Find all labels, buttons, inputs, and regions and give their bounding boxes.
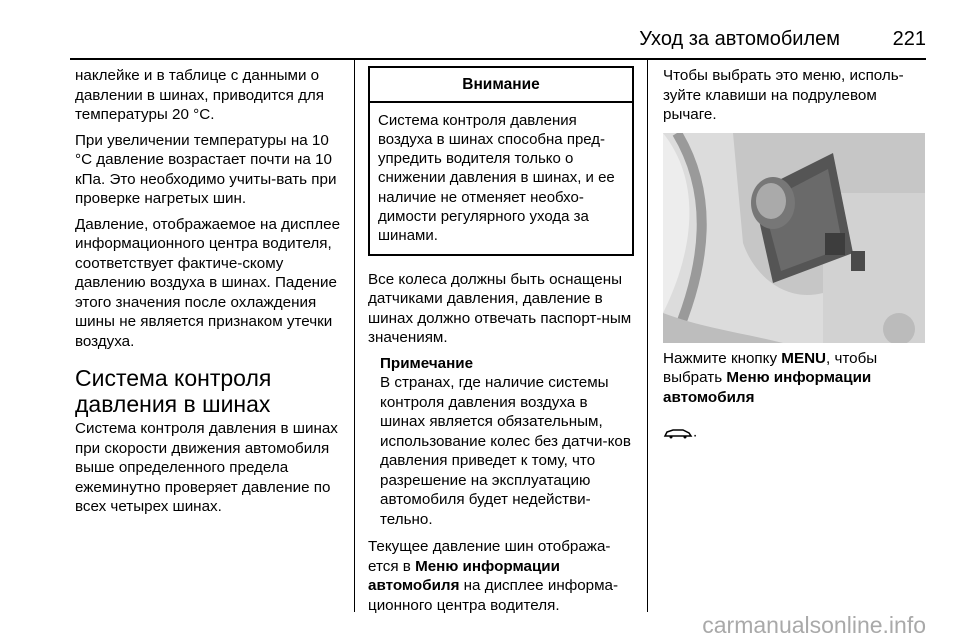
page-header xyxy=(70,28,926,56)
paragraph xyxy=(663,349,925,459)
menu-button-label: MENU xyxy=(781,349,827,367)
menu-name: Меню информации автомобиля xyxy=(663,369,872,406)
note-body: В странах, где наличие системы контроля давления воздуха в шинах является обязательным, использование колес без датчи-ков давления приведет к тому, что разрешение на эксплуатацию автомобиля будет недействи-тельно. xyxy=(380,374,631,528)
page-number: 221 xyxy=(892,28,926,50)
warning-body: Система контроля давления воздуха в шинах способна пред-упредить водителя только о снижении давления в шинах, и ее наличие не отменяет необхо-димости регулярного ухода за шинами. xyxy=(378,111,615,245)
warning-box xyxy=(368,66,634,256)
text: Нажмите кнопку xyxy=(663,349,782,367)
column-3 xyxy=(663,66,929,441)
paragraph: Чтобы выбрать это меню, исполь-зуйте клавиши на подрулевом рычаге. xyxy=(663,67,904,123)
paragraph: Система контроля давления в шинах при скорости движения автомобиля выше определенного предела ежеминутно проверяет давление по всех четырех шинах. xyxy=(75,420,338,515)
header-rule xyxy=(70,58,926,60)
column-2 xyxy=(368,66,634,621)
text: Текущее давление шин отобража-ется в xyxy=(368,538,611,575)
column-divider-2 xyxy=(647,60,648,612)
warning-title: Внимание xyxy=(370,68,632,103)
note xyxy=(368,354,634,530)
text: , чтобы выбрать xyxy=(663,349,878,386)
paragraph xyxy=(368,537,634,615)
paragraph: При увеличении температуры на 10 °C давление возрастает почти на 10 кПа. Это необходимо учиты-вать при проверке нагретых шин. xyxy=(75,131,337,207)
section-heading: Система контроля давления в шинах xyxy=(75,365,272,417)
watermark: carmanualsonline.info xyxy=(702,612,926,638)
steering-stalk-illustration xyxy=(663,133,925,343)
page-title: Уход за автомобилем xyxy=(639,28,840,50)
car-icon xyxy=(663,407,693,458)
stalk-figure xyxy=(663,133,925,441)
paragraph: Все колеса должны быть оснащены датчиками давления, давление в шинах должно отвечать паспорт-ным значениям. xyxy=(368,270,632,347)
menu-name: Меню информации автомобиля xyxy=(368,557,560,595)
paragraph: наклейке и в таблице с данными о давлении в шинах, приводится для температуры 20 °C. xyxy=(75,67,325,123)
column-divider-1 xyxy=(354,60,355,612)
paragraph: Давление, отображаемое на дисплее информационного центра водителя, соответствует фактиче-скому давлению воздуха в шинах. Падение этого значения после охлаждения шины не является признаком утечки воздуха. xyxy=(75,215,341,350)
column-1 xyxy=(75,66,347,523)
note-title: Примечание xyxy=(380,354,474,372)
text: на дисплее информа-ционного центра водителя. xyxy=(368,577,619,614)
text: . xyxy=(693,423,698,441)
